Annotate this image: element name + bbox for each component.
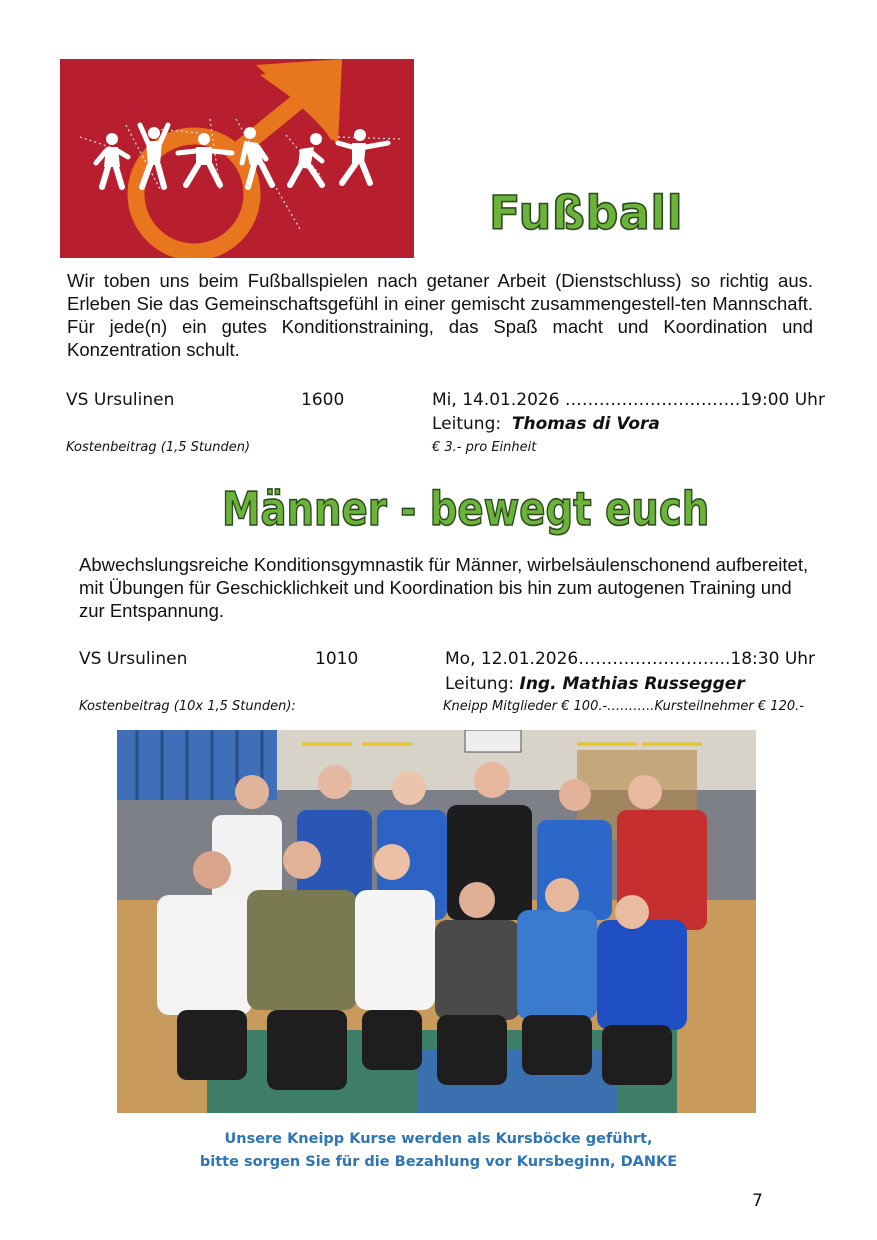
section-description-maenner: Abwechslungsreiche Konditionsgymnastik für Männer, wirbelsäulenschonend aufbereitet, mit Übungen für Geschicklichkeit und Koordination bis hin zum autogenen Training und zur Entspannung. (79, 554, 809, 621)
section-title-fussball: Fußball (489, 186, 683, 240)
course-leader (445, 674, 745, 694)
group-photo (117, 730, 756, 1113)
leader-name: Thomas di Vora (511, 414, 660, 434)
course-schedule: Mo, 12.01.2026……………………...18:30 Uhr (445, 649, 816, 669)
section-description-fussball: Wir toben uns beim Fußballspielen nach getaner Arbeit (Dienstschluss) so richtig aus. Erleben Sie das Gemeinschaftsgefühl in einer gemischt zusammengestell-ten Mannschaft. Für jede(n) ein gutes Konditionstraining, das Spaß macht und Koordination und Konzentration schult. (67, 270, 813, 360)
leader-label: Leitung: (445, 674, 515, 694)
payment-notice-line1: Unsere Kneipp Kurse werden als Kursböcke geführt, (224, 1131, 653, 1147)
cost-label: Kostenbeitrag (10x 1,5 Stunden): (79, 699, 296, 714)
page-number: 7 (752, 1191, 763, 1211)
course-location: VS Ursulinen (66, 390, 175, 410)
cost-label: Kostenbeitrag (1,5 Stunden) (66, 440, 251, 455)
leader-name: Ing. Mathias Russegger (519, 674, 745, 694)
male-symbol-logo (60, 59, 414, 258)
cost-value: € 3.- pro Einheit (432, 440, 537, 455)
course-location: VS Ursulinen (79, 649, 188, 669)
course-schedule: Mi, 14.01.2026 ………………………….19:00 Uhr (432, 390, 825, 410)
course-number: 1010 (315, 649, 359, 669)
course-leader (432, 414, 660, 434)
payment-notice (0, 1128, 877, 1174)
leader-label: Leitung: (432, 414, 502, 434)
cost-value: Kneipp Mitglieder € 100.-………..Kursteilnehmer € 120.- (443, 699, 804, 714)
payment-notice-line2: bitte sorgen Sie für die Bezahlung vor Kursbeginn, DANKE (199, 1154, 678, 1170)
section-title-maenner: Männer - bewegt euch (222, 482, 710, 536)
course-number: 1600 (301, 390, 345, 410)
